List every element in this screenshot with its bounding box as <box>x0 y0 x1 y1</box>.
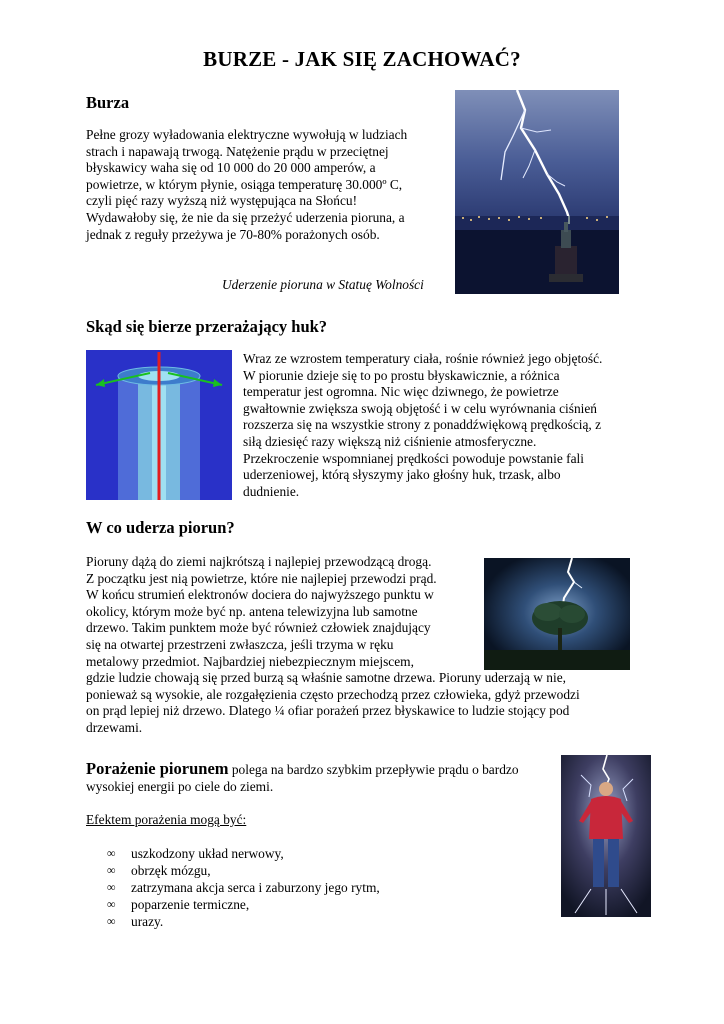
paragraph-burza <box>86 127 456 243</box>
text-line: Wydawałoby się, że nie da się przeżyć uderzenia pioruna, a <box>86 209 405 225</box>
list-item: ∞ zatrzymana akcja serca i zaburzony jego rytm, <box>104 879 380 896</box>
text-line: siłą dziesięć razy większą niż ciśnienie atmosferyczne. <box>243 433 537 449</box>
heading-huk: Skąd się bierze przerażający huk? <box>86 317 328 336</box>
text-line: wysokiej energii po ciele do ziemi. <box>86 779 274 794</box>
effects-label: Efektem porażenia mogą być: <box>86 812 247 827</box>
text-line: metalowy przedmiot. Najbardziej niebezpiecznym miejscem, <box>86 653 414 669</box>
infinity-bullet-icon: ∞ <box>107 863 116 877</box>
text-line: Pioruny dążą do ziemi najkrótszą i najlepiej przewodzącą drogą. <box>86 554 432 569</box>
text-line: się na otwartej przestrzeni zwłaszcza, jeśli trzyma w ręku <box>86 636 394 652</box>
text-line: W piorunie dzieje się to po prostu błyskawicznie, a różnica <box>243 367 560 383</box>
list-item: ∞ urazy. <box>104 913 380 930</box>
page-title: BURZE - JAK SIĘ ZACHOWAĆ? <box>203 47 521 71</box>
text-line: Przekroczenie wspomnianej prędkości powoduje powstanie fali <box>243 450 584 466</box>
text-line: błyskawicy waha się od 10 000 do 20 000 amperów, a <box>86 160 376 176</box>
text-line: Z początku jest nią powietrze, które nie najlepiej przewodzi prąd. <box>86 570 437 586</box>
lightning-statue-photo <box>455 90 619 294</box>
text-line: Wraz ze wzrostem temperatury ciała, rośnie również jego objętość. <box>243 351 603 366</box>
lightning-tree-photo <box>484 558 630 670</box>
text-line: ponieważ są wysokie, ale rozgałęzienia często przechodzą przez człowieka, gdyż przewodzi <box>86 686 580 702</box>
text-line: drzewo. Takim punktem może być również człowiek znajdujący <box>86 620 431 636</box>
heading-burza: Burza <box>86 93 130 112</box>
effects-list <box>104 845 380 930</box>
shockwave-cylinder-diagram <box>86 350 232 500</box>
list-item: ∞ obrzęk mózgu, <box>104 862 380 879</box>
infinity-bullet-icon: ∞ <box>107 880 116 894</box>
caption-statue: Uderzenie pioruna w Statuę Wolności <box>222 277 424 292</box>
text-line: uderzeniowej, którą słyszymy jako głośny huk, trzask, albo <box>243 467 561 483</box>
text-line: jednak z reguły przeżywa je 70-80% porażonych osób. <box>86 226 380 242</box>
list-item: ∞ uszkodzony układ nerwowy, <box>104 845 380 862</box>
paragraph-huk <box>243 351 643 500</box>
text-line: okolicy, którym może być np. antena telewizyjna lub samotne <box>86 603 418 619</box>
text-line: Pełne grozy wyładowania elektryczne wywołują w ludziach <box>86 127 408 142</box>
text-line: strach i napawają trwogą. Natężenie prądu w przeciętnej <box>86 143 389 159</box>
text-line: powietrze, w którym płynie, osiąga temperaturę 30.000º C, <box>86 176 403 192</box>
paragraph-porazenie <box>86 759 556 796</box>
infinity-bullet-icon: ∞ <box>107 914 116 928</box>
text-line: polega na bardzo szybkim przepływie prądu o bardzo <box>228 762 519 777</box>
text-line: on prąd lepiej niż drzewo. Dlatego ¼ ofiar porażeń przez błyskawice to ludzie stojący pod <box>86 703 570 719</box>
struck-person-photo <box>561 755 651 917</box>
text-line: drzewami. <box>86 719 143 735</box>
text-line: gwałtownie zwiększa swoją objętość i w celu wyrównania ciśnień <box>243 400 598 416</box>
text-line: dudnienie. <box>243 483 300 499</box>
heading-w-co-uderza: W co uderza piorun? <box>86 518 235 537</box>
lead-porazenie: Porażenie piorunem <box>86 759 229 778</box>
list-item: ∞ poparzenie termiczne, <box>104 896 380 913</box>
infinity-bullet-icon: ∞ <box>107 846 116 860</box>
text-line: rozszerza się na wszystkie strony z ponaddźwiękową prędkością, z <box>243 417 602 433</box>
text-line: W końcu strumień elektronów dociera do najwyższego punktu w <box>86 587 434 603</box>
infinity-bullet-icon: ∞ <box>107 897 116 911</box>
text-line: temperatur jest ogromna. Nic więc dziwnego, że powietrze <box>243 384 559 400</box>
text-line: czyli pięć razy wyższą niż występująca na Słońcu! <box>86 193 358 209</box>
text-line: gdzie ludzie chowają się przed burzą są właśnie samotne drzewa. Pioruny uderzają w nie, <box>86 670 567 686</box>
